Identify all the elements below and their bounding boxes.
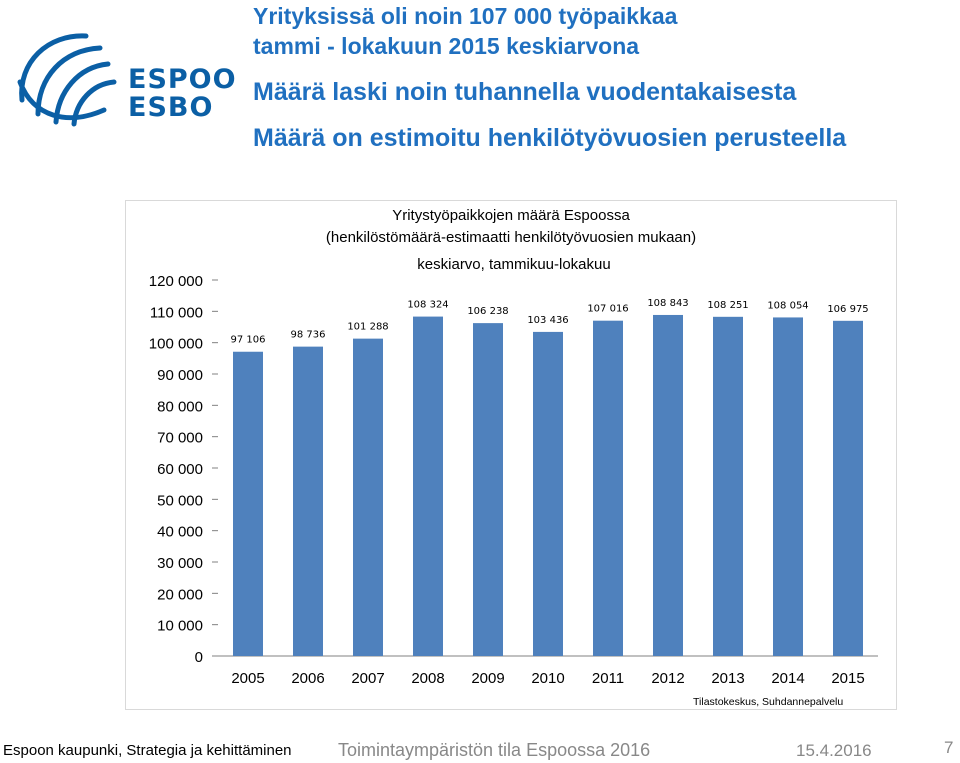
slide-title-line1: Yrityksissä oli noin 107 000 työpaikkaa bbox=[253, 3, 678, 29]
bar-value-label: 108 324 bbox=[407, 299, 449, 311]
chart-source: Tilastokeskus, Suhdannepalvelu bbox=[693, 696, 844, 708]
y-tick-label: 60 000 bbox=[157, 461, 203, 478]
bar bbox=[833, 321, 863, 656]
y-tick-label: 80 000 bbox=[157, 398, 203, 416]
chart-subtitle: keskiarvo, tammikuu-lokakuu bbox=[417, 256, 611, 273]
footer-organization: Espoon kaupunki, Strategia ja kehittäminen bbox=[3, 742, 292, 759]
y-tick-label: 0 bbox=[194, 649, 203, 666]
footer-date: 15.4.2016 bbox=[796, 741, 872, 760]
bar-value-label: 106 975 bbox=[827, 303, 869, 315]
y-tick-label: 120 000 bbox=[148, 273, 203, 290]
bar bbox=[713, 317, 743, 656]
y-tick-label: 40 000 bbox=[157, 523, 203, 541]
y-tick-label: 70 000 bbox=[157, 429, 203, 447]
bar bbox=[473, 323, 503, 656]
x-tick-label: 2006 bbox=[291, 670, 325, 687]
bar-value-label: 107 016 bbox=[587, 303, 629, 315]
chart-title-line1: Yritystyöpaikkojen määrä Espoossa bbox=[392, 207, 630, 224]
y-tick-label: 50 000 bbox=[157, 492, 203, 510]
bar-value-label: 108 251 bbox=[707, 299, 749, 311]
x-tick-label: 2013 bbox=[711, 670, 745, 687]
slide-subtitle-1: Määrä laski noin tuhannella vuodentakaisesta bbox=[253, 78, 797, 106]
footer-presentation-title: Toimintaympäristön tila Espoossa 2016 bbox=[338, 740, 651, 760]
bar bbox=[233, 352, 263, 656]
x-tick-label: 2005 bbox=[231, 670, 265, 687]
bar bbox=[353, 339, 383, 656]
bar-value-label: 106 238 bbox=[467, 306, 509, 318]
x-tick-label: 2008 bbox=[411, 670, 445, 687]
x-tick-label: 2012 bbox=[651, 670, 685, 687]
x-tick-label: 2014 bbox=[771, 670, 805, 687]
bar bbox=[533, 332, 563, 656]
bar-value-label: 103 436 bbox=[527, 314, 569, 326]
bar bbox=[773, 317, 803, 656]
espoo-logo bbox=[8, 22, 237, 132]
bar bbox=[413, 317, 443, 656]
y-tick-label: 100 000 bbox=[148, 335, 203, 353]
page-number: 7 bbox=[944, 738, 954, 757]
y-tick-label: 10 000 bbox=[157, 617, 203, 635]
x-tick-label: 2015 bbox=[831, 670, 865, 687]
bar bbox=[653, 315, 683, 656]
y-tick-label: 30 000 bbox=[157, 555, 203, 572]
bar bbox=[593, 321, 623, 656]
chart-container bbox=[125, 200, 897, 710]
slide-title-line2: tammi - lokakuun 2015 keskiarvona bbox=[253, 33, 640, 59]
logo-text-espoo: ESPOO bbox=[128, 64, 237, 95]
bar bbox=[293, 347, 323, 656]
y-tick-label: 90 000 bbox=[157, 367, 203, 384]
bar-chart bbox=[126, 201, 896, 709]
bar-value-label: 98 736 bbox=[290, 329, 326, 341]
bar-value-label: 101 288 bbox=[347, 321, 389, 333]
bar-value-label: 108 843 bbox=[647, 297, 689, 309]
x-tick-label: 2010 bbox=[531, 670, 565, 687]
bar-value-label: 97 106 bbox=[230, 334, 266, 346]
x-tick-label: 2009 bbox=[471, 670, 505, 687]
y-tick-label: 20 000 bbox=[157, 586, 203, 604]
logo-text-esbo: ESBO bbox=[128, 92, 214, 123]
chart-title-line2: (henkilöstömäärä-estimaatti henkilötyövuosien mukaan) bbox=[325, 229, 697, 246]
y-tick-label: 110 000 bbox=[149, 304, 203, 322]
espoo-logo-icon bbox=[8, 22, 118, 132]
bar-value-label: 108 054 bbox=[767, 300, 809, 312]
slide-subtitle-2: Määrä on estimoitu henkilötyövuosien perusteella bbox=[253, 124, 847, 152]
x-tick-label: 2007 bbox=[351, 670, 385, 687]
x-tick-label: 2011 bbox=[591, 670, 625, 687]
